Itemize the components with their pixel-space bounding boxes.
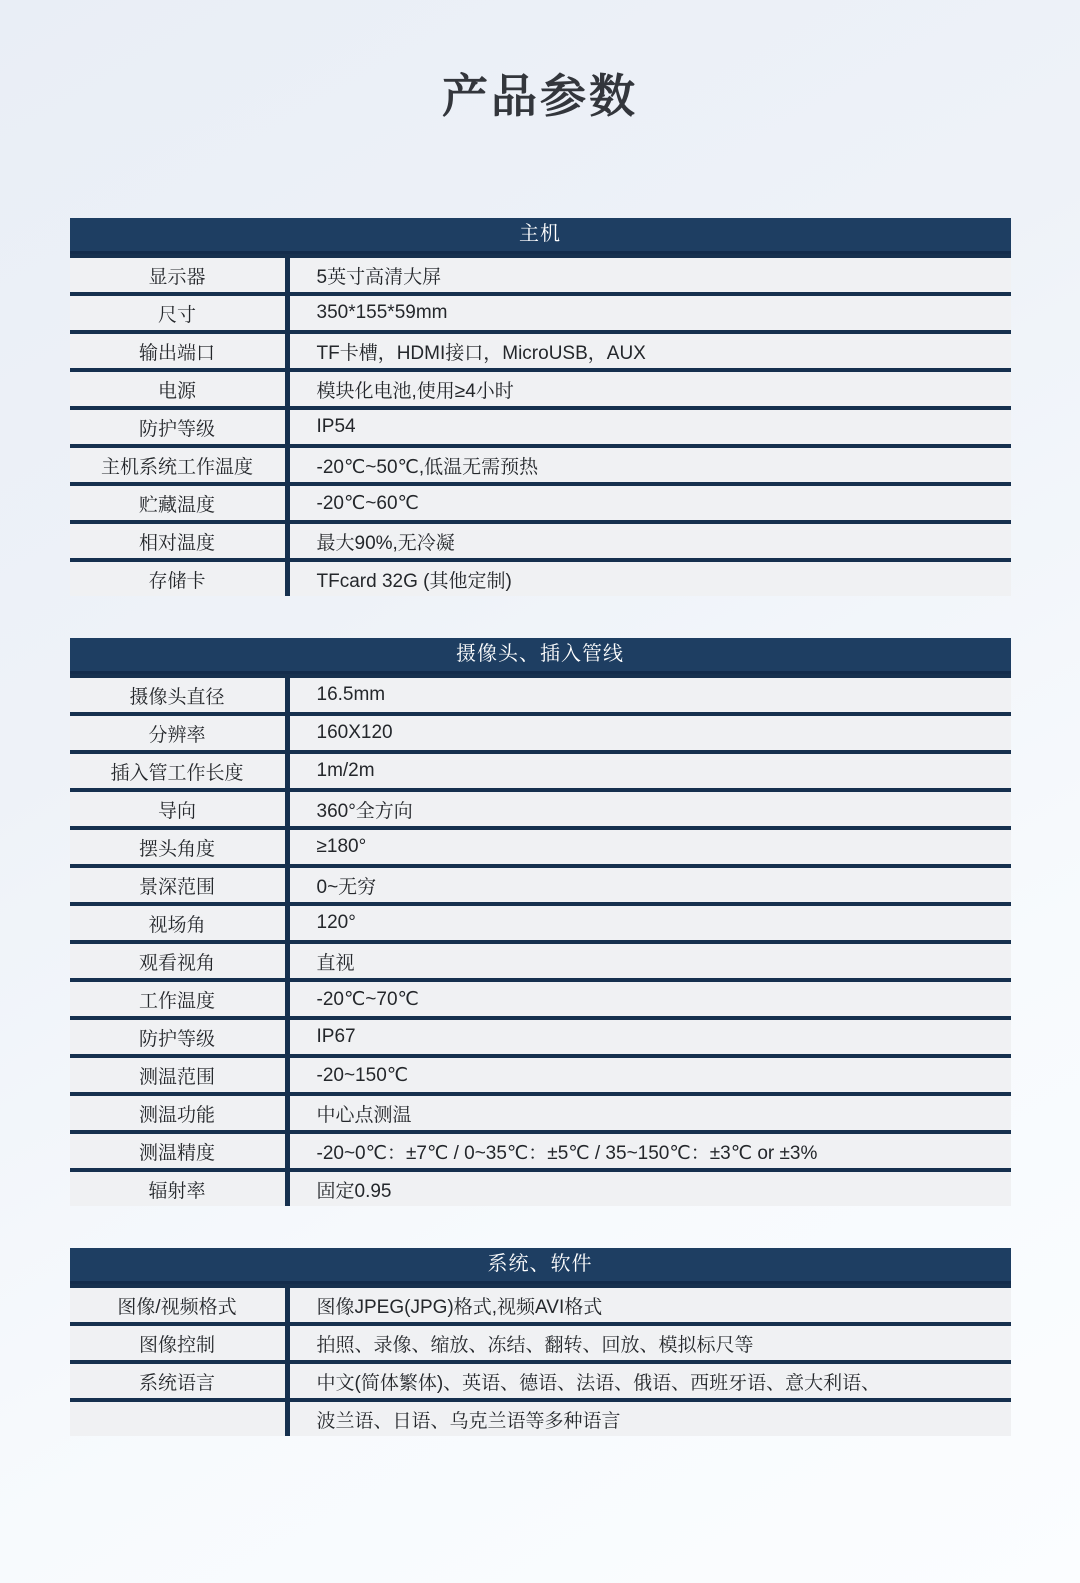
row-value: IP67 <box>316 1026 356 1047</box>
row-value: 360°全方向 <box>316 800 413 822</box>
row-value: 中心点测温 <box>316 1104 412 1126</box>
row-label: 尺寸 <box>157 304 196 326</box>
product-parameters-page <box>0 66 1080 1436</box>
row-value: TFcard 32G (其他定制) <box>316 570 512 592</box>
table-row <box>70 368 1011 406</box>
table-title-host: 主机 <box>70 218 1011 254</box>
row-value: 图像JPEG(JPG)格式,视频AVI格式 <box>316 1296 603 1318</box>
row-label: 摄像头直径 <box>129 686 225 708</box>
table-title-system-software: 系统、软件 <box>70 1248 1011 1284</box>
row-value: -20℃~70℃ <box>316 988 419 1010</box>
row-label: 视场角 <box>148 914 206 936</box>
row-label: 存储卡 <box>148 570 206 592</box>
spec-table-camera-tube <box>70 638 1011 1206</box>
table-row <box>70 1168 1011 1206</box>
table-row <box>70 788 1011 826</box>
table-row <box>70 902 1011 940</box>
table-row <box>70 864 1011 902</box>
table-row <box>70 482 1011 520</box>
table-row <box>70 1130 1011 1168</box>
table-row <box>70 674 1011 712</box>
table-row <box>70 1284 1011 1322</box>
spec-table-host <box>70 218 1011 596</box>
spec-table-system-software <box>70 1248 1011 1436</box>
row-value: 5英寸高清大屏 <box>316 266 442 288</box>
table-row <box>70 1092 1011 1130</box>
table-row <box>70 712 1011 750</box>
row-value: 16.5mm <box>316 684 386 705</box>
table-row <box>70 558 1011 596</box>
row-label: 测温功能 <box>138 1104 215 1126</box>
table-row <box>70 406 1011 444</box>
row-value: 波兰语、日语、乌克兰语等多种语言 <box>316 1410 621 1432</box>
table-row <box>70 940 1011 978</box>
row-label: 防护等级 <box>138 1028 215 1050</box>
row-label: 工作温度 <box>138 990 215 1012</box>
row-label: 插入管工作长度 <box>110 762 244 784</box>
row-label: 显示器 <box>148 266 206 288</box>
row-value: ≥180° <box>316 836 367 857</box>
row-value: 中文(简体繁体)、英语、德语、法语、俄语、西班牙语、意大利语、 <box>316 1372 881 1394</box>
row-label: 主机系统工作温度 <box>100 456 253 478</box>
row-value: -20℃~50℃,低温无需预热 <box>316 456 539 478</box>
row-value: -20~0℃：±7℃ / 0~35℃：±5℃ / 35~150℃：±3℃ or ±3% <box>316 1142 818 1164</box>
row-label: 摆头角度 <box>138 838 215 860</box>
page-title: 产品参数 <box>442 70 638 122</box>
row-value: 120° <box>316 912 356 933</box>
row-label: 导向 <box>157 800 196 822</box>
row-value: 350*155*59mm <box>316 302 448 323</box>
row-label: 防护等级 <box>138 418 215 440</box>
row-value: TF卡槽，HDMI接口，MicroUSB，AUX <box>316 342 646 364</box>
table-row <box>70 1322 1011 1360</box>
table-row <box>70 1398 1011 1436</box>
row-value: 模块化电池,使用≥4小时 <box>316 380 514 402</box>
row-label: 系统语言 <box>138 1372 215 1394</box>
row-label: 电源 <box>157 380 196 402</box>
table-row <box>70 1054 1011 1092</box>
row-label: 相对温度 <box>138 532 215 554</box>
row-label: 辐射率 <box>148 1180 206 1202</box>
row-value: 1m/2m <box>316 760 375 781</box>
table-row <box>70 330 1011 368</box>
table-row <box>70 978 1011 1016</box>
row-value: 0~无穷 <box>316 876 377 898</box>
table-row <box>70 444 1011 482</box>
row-value: IP54 <box>316 416 356 437</box>
table-row <box>70 520 1011 558</box>
table-title-camera-tube: 摄像头、插入管线 <box>70 638 1011 674</box>
row-label <box>70 1402 285 1436</box>
table-row <box>70 1360 1011 1398</box>
row-value: 拍照、录像、缩放、冻结、翻转、回放、模拟标尺等 <box>316 1334 754 1356</box>
row-value: 固定0.95 <box>316 1180 392 1202</box>
row-label: 图像控制 <box>138 1334 215 1356</box>
row-value: -20℃~60℃ <box>316 492 419 514</box>
row-label: 贮藏温度 <box>138 494 215 516</box>
row-label: 观看视角 <box>138 952 215 974</box>
row-label: 分辨率 <box>148 724 206 746</box>
row-label: 图像/视频格式 <box>117 1296 237 1318</box>
row-label: 景深范围 <box>138 876 215 898</box>
row-value: 最大90%,无冷凝 <box>316 532 455 554</box>
row-value: 直视 <box>316 952 355 974</box>
table-row <box>70 254 1011 292</box>
spec-tables <box>70 218 1011 1436</box>
table-row <box>70 292 1011 330</box>
table-row <box>70 826 1011 864</box>
row-value: 160X120 <box>316 722 393 743</box>
row-value: -20~150℃ <box>316 1064 409 1086</box>
row-label: 测温范围 <box>138 1066 215 1088</box>
table-row <box>70 750 1011 788</box>
table-row <box>70 1016 1011 1054</box>
row-label: 输出端口 <box>138 342 215 364</box>
row-label: 测温精度 <box>138 1142 215 1164</box>
